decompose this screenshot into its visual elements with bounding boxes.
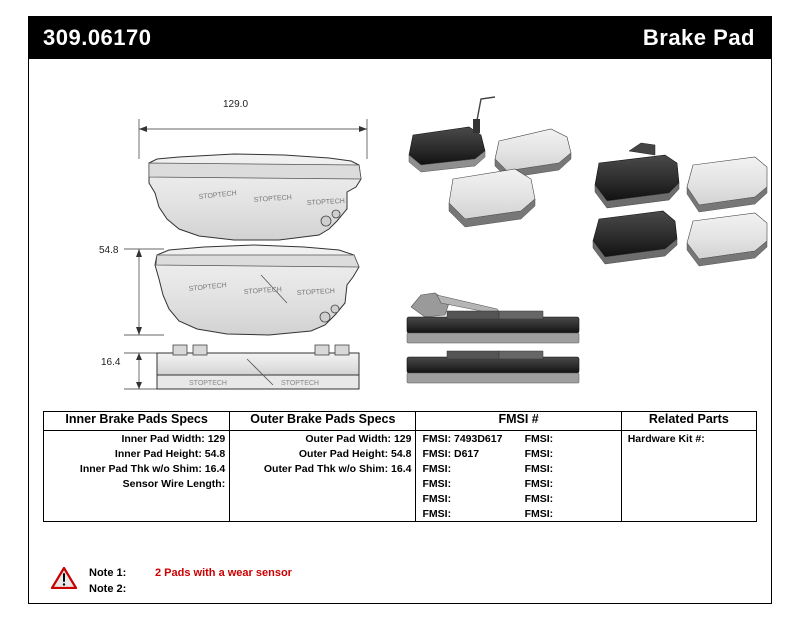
sensor-wire-length-label: Sensor Wire Length: — [122, 477, 226, 490]
svg-text:STOPTECH: STOPTECH — [188, 282, 228, 293]
technical-drawing-area — [29, 59, 771, 391]
fmsi-row — [422, 506, 518, 521]
fmsi-value: 7493D617 — [453, 432, 503, 445]
fmsi-row — [422, 461, 518, 476]
fmsi-label: FMSI: — [422, 432, 452, 445]
fmsi-row — [525, 476, 621, 491]
outer-spec-row — [230, 446, 415, 461]
hardware-kit-label: Hardware Kit #: — [627, 432, 705, 445]
fmsi-row — [422, 491, 518, 506]
inner-spec-row — [44, 431, 229, 446]
svg-text:STOPTECH: STOPTECH — [281, 380, 319, 387]
dimension-label-width: 129.0 — [223, 99, 249, 110]
page-header — [29, 17, 771, 59]
drawing-svg — [29, 59, 773, 391]
specs-table-header-row — [44, 412, 757, 431]
warning-icon — [51, 567, 77, 589]
fmsi-row — [422, 476, 518, 491]
specs-table — [43, 411, 757, 522]
fmsi-label: FMSI: — [524, 432, 554, 445]
fmsi-label: FMSI: — [422, 477, 452, 490]
outer-pad-width-label: Outer Pad Width: — [305, 432, 392, 445]
note-2-row — [89, 581, 292, 597]
fmsi-label: FMSI: — [524, 477, 554, 490]
pad-photo-edge-pair — [407, 293, 579, 383]
fmsi-label: FMSI: — [524, 447, 554, 460]
note-1-row — [89, 565, 292, 581]
inner-pad-width-label: Inner Pad Width: — [121, 432, 205, 445]
fmsi-row — [525, 506, 621, 521]
fmsi-label: FMSI: — [524, 492, 554, 505]
svg-text:STOPTECH: STOPTECH — [198, 190, 238, 201]
inner-pad-thickness-value: 16.4 — [204, 462, 226, 475]
fmsi-column-right — [519, 431, 621, 521]
note-2-label: Note 2: — [89, 583, 127, 595]
outer-pad-height-value: 54.8 — [391, 447, 412, 460]
inner-pad-thickness-label: Inner Pad Thk w/o Shim: — [79, 462, 202, 475]
pad-edge-view — [157, 345, 359, 389]
fmsi-label: FMSI: — [422, 447, 452, 460]
svg-text:STOPTECH: STOPTECH — [253, 194, 293, 204]
svg-text:STOPTECH: STOPTECH — [243, 286, 283, 296]
outer-pad-width-value: 129 — [393, 432, 412, 445]
outer-pad-thickness-value: 16.4 — [391, 462, 412, 475]
dimension-width — [139, 119, 367, 159]
fmsi-label: FMSI: — [422, 462, 452, 475]
column-header-inner: Inner Brake Pads Specs — [44, 412, 230, 431]
pad-photo-left-cluster — [409, 97, 571, 227]
part-number: 309.06170 — [43, 25, 152, 50]
dimension-label-thickness: 16.4 — [101, 357, 121, 368]
inner-spec-row — [44, 476, 229, 491]
fmsi-label: FMSI: — [524, 507, 554, 520]
fmsi-row — [422, 446, 518, 461]
pad-middle-view — [155, 245, 359, 335]
specs-table-body-row — [44, 431, 757, 522]
outer-spec-row — [230, 461, 415, 476]
fmsi-row — [525, 431, 621, 446]
inner-pad-height-value: 54.8 — [204, 447, 226, 460]
outer-specs-cell — [230, 431, 416, 522]
outer-spec-row — [230, 431, 415, 446]
hardware-kit-row — [622, 431, 756, 446]
inner-pad-width-value: 129 — [207, 432, 226, 445]
fmsi-row — [525, 446, 621, 461]
dimension-label-height: 54.8 — [99, 245, 119, 256]
fmsi-label: FMSI: — [422, 492, 452, 505]
column-header-related: Related Parts — [621, 412, 756, 431]
inner-specs-cell — [44, 431, 230, 522]
column-header-outer: Outer Brake Pads Specs — [230, 412, 416, 431]
column-header-fmsi: FMSI # — [416, 412, 621, 431]
fmsi-column-left — [416, 431, 518, 521]
svg-text:STOPTECH: STOPTECH — [306, 198, 346, 207]
fmsi-row — [525, 461, 621, 476]
note-1-label: Note 1: — [89, 567, 127, 579]
fmsi-label: FMSI: — [422, 507, 452, 520]
notes-section — [89, 565, 292, 597]
fmsi-cell — [416, 431, 621, 522]
fmsi-label: FMSI: — [524, 462, 554, 475]
inner-pad-height-label: Inner Pad Height: — [114, 447, 202, 460]
related-parts-cell — [621, 431, 756, 522]
pad-photo-right-cluster — [593, 143, 767, 266]
pad-top-view — [149, 154, 361, 240]
svg-text:STOPTECH: STOPTECH — [296, 288, 336, 297]
outer-pad-thickness-label: Outer Pad Thk w/o Shim: — [263, 462, 389, 475]
outer-pad-height-label: Outer Pad Height: — [298, 447, 389, 460]
datasheet-page — [28, 16, 772, 604]
note-1-value: 2 Pads with a wear sensor — [155, 567, 292, 579]
svg-text:STOPTECH: STOPTECH — [189, 380, 227, 387]
fmsi-value: D617 — [453, 447, 480, 460]
fmsi-row — [525, 491, 621, 506]
fmsi-row — [422, 431, 518, 446]
inner-spec-row — [44, 461, 229, 476]
inner-spec-row — [44, 446, 229, 461]
page-title: Brake Pad — [642, 25, 755, 50]
